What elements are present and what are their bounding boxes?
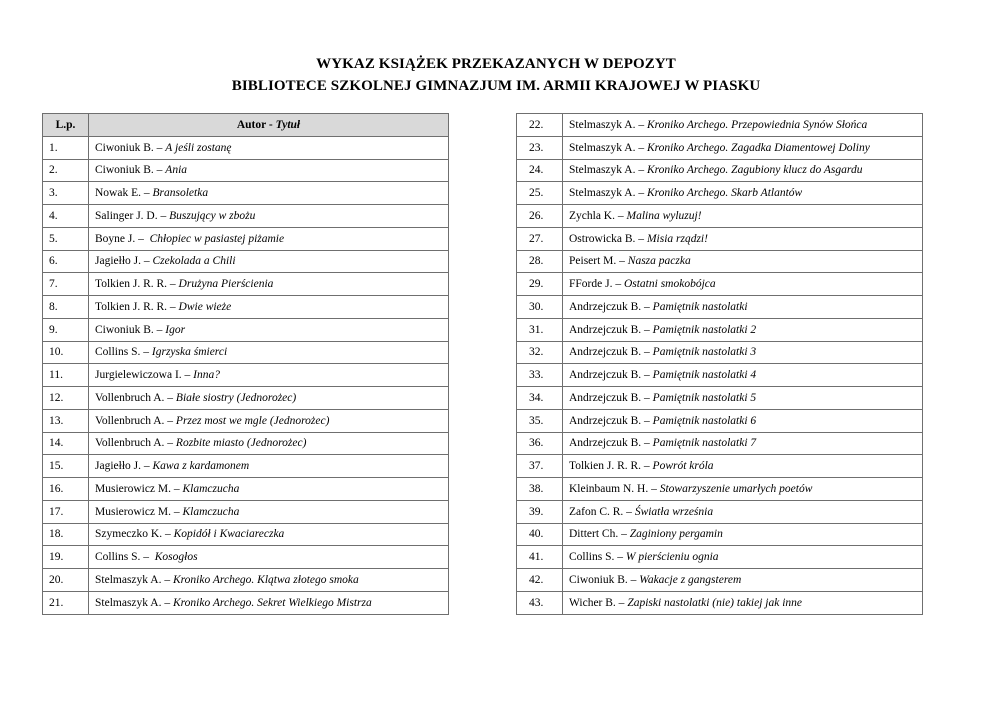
book-title: Igrzyska śmierci <box>151 346 228 359</box>
book-table-right <box>516 113 923 615</box>
book-title: Pamiętnik nastolatki 6 <box>652 414 757 427</box>
row-number: 18. <box>43 523 89 546</box>
book-title: Czekolada a Chili <box>152 255 236 268</box>
row-number: 42. <box>517 569 563 592</box>
column-header-author: Autor - <box>236 118 276 131</box>
row-number: 6. <box>43 250 89 273</box>
book-entry <box>563 341 923 364</box>
book-entry <box>89 409 449 432</box>
table-row <box>43 523 449 546</box>
row-number: 40. <box>517 523 563 546</box>
book-author: Nowak E. – <box>95 187 153 200</box>
book-author: Jagiełło J. – <box>95 460 153 473</box>
table-row <box>517 227 923 250</box>
book-entry <box>89 478 449 501</box>
table-row <box>43 250 449 273</box>
book-title: Powrót króla <box>652 460 714 473</box>
table-row <box>43 364 449 387</box>
book-title: Pamiętnik nastolatki 5 <box>652 391 757 404</box>
table-row <box>43 409 449 432</box>
book-author: Jagiełło J. – <box>95 255 153 268</box>
book-author: Dittert Ch. – <box>569 528 630 541</box>
table-row <box>517 318 923 341</box>
book-entry <box>89 455 449 478</box>
book-author: Collins S. – <box>95 551 155 564</box>
row-number: 22. <box>517 114 563 137</box>
book-author: Ciwoniuk B. – <box>95 323 166 336</box>
table-row <box>43 591 449 614</box>
book-title: Misia rządzi! <box>646 232 708 245</box>
book-author: Musierowicz M. – <box>95 482 183 495</box>
book-title: Pamiętnik nastolatki 7 <box>652 437 757 450</box>
book-author: Andrzejczuk B. – <box>569 414 653 427</box>
book-entry <box>563 546 923 569</box>
table-row <box>517 364 923 387</box>
book-entry <box>563 523 923 546</box>
table-row <box>43 205 449 228</box>
book-author: FForde J. – <box>569 278 624 291</box>
book-entry <box>563 318 923 341</box>
row-number: 20. <box>43 569 89 592</box>
book-title: Chłopiec w pasiastej piżamie <box>149 232 285 245</box>
book-title: Przez most we mgle (Jednorożec) <box>175 414 330 427</box>
column-header-title: Tytuł <box>275 118 301 131</box>
table-row <box>517 478 923 501</box>
row-number: 31. <box>517 318 563 341</box>
book-author: Kleinbaum N. H. – <box>569 482 660 495</box>
book-title: Buszujący w zbożu <box>169 209 256 222</box>
book-entry <box>89 591 449 614</box>
book-author: Tolkien J. R. R. – <box>569 460 653 473</box>
book-entry <box>89 546 449 569</box>
book-title: Stowarzyszenie umarłych poetów <box>659 482 813 495</box>
book-entry <box>563 591 923 614</box>
book-title: Kosogłos <box>154 551 198 564</box>
book-entry <box>563 159 923 182</box>
table-row <box>43 478 449 501</box>
book-title: A jeśli zostanę <box>165 141 232 154</box>
row-number: 28. <box>517 250 563 273</box>
book-author: Stelmaszyk A. – <box>569 187 647 200</box>
book-author: Tolkien J. R. R. – <box>95 278 179 291</box>
row-number: 34. <box>517 387 563 410</box>
book-entry <box>563 364 923 387</box>
table-row <box>43 227 449 250</box>
table-row <box>517 500 923 523</box>
row-number: 12. <box>43 387 89 410</box>
book-author: Peisert M. – <box>569 255 628 268</box>
book-title: Klamczucha <box>182 505 240 518</box>
book-title: Kroniko Archego. Klątwa złotego smoka <box>172 573 359 586</box>
book-title: Białe siostry (Jednorożec) <box>175 391 297 404</box>
book-author: Andrzejczuk B. – <box>569 323 653 336</box>
row-number: 30. <box>517 296 563 319</box>
table-row <box>43 546 449 569</box>
table-row <box>517 341 923 364</box>
table-row <box>517 591 923 614</box>
table-row <box>517 205 923 228</box>
book-title: Światła września <box>634 505 714 518</box>
row-number: 24. <box>517 159 563 182</box>
book-author: Vollenbruch A. – <box>95 437 176 450</box>
row-number: 21. <box>43 591 89 614</box>
book-entry <box>563 273 923 296</box>
book-author: Collins S. – <box>569 551 626 564</box>
row-number: 8. <box>43 296 89 319</box>
book-entry <box>563 455 923 478</box>
book-entry <box>563 500 923 523</box>
book-author: Stelmaszyk A. – <box>569 141 647 154</box>
table-row <box>43 569 449 592</box>
row-number: 4. <box>43 205 89 228</box>
table-row <box>43 455 449 478</box>
row-number: 38. <box>517 478 563 501</box>
row-number: 13. <box>43 409 89 432</box>
book-title: Pamiętnik nastolatki <box>652 300 748 313</box>
book-title: Kroniko Archego. Zagadka Diamentowej Doliny <box>646 141 870 154</box>
book-title: Pamiętnik nastolatki 3 <box>652 346 757 359</box>
column-header-lp: L.p. <box>43 114 89 137</box>
book-entry <box>89 387 449 410</box>
table-row <box>43 341 449 364</box>
book-author: Stelmaszyk A. – <box>95 596 173 609</box>
table-row <box>517 432 923 455</box>
row-number: 39. <box>517 500 563 523</box>
row-number: 10. <box>43 341 89 364</box>
book-author: Ciwoniuk B. – <box>95 141 166 154</box>
book-entry <box>89 569 449 592</box>
book-title: Klamczucha <box>182 482 240 495</box>
book-title: Wakacje z gangsterem <box>639 573 742 586</box>
book-title: Ostatni smokobójca <box>623 278 716 291</box>
table-row <box>517 569 923 592</box>
book-entry <box>563 182 923 205</box>
book-author: Ciwoniuk B. – <box>95 164 166 177</box>
table-row <box>517 114 923 137</box>
row-number: 7. <box>43 273 89 296</box>
book-author: Zychla K. – <box>569 209 627 222</box>
row-number: 9. <box>43 318 89 341</box>
row-number: 36. <box>517 432 563 455</box>
book-entry <box>563 569 923 592</box>
book-table-left <box>42 113 449 615</box>
row-number: 35. <box>517 409 563 432</box>
book-entry <box>89 318 449 341</box>
row-number: 29. <box>517 273 563 296</box>
book-entry <box>89 364 449 387</box>
table-row <box>43 500 449 523</box>
table-row <box>43 432 449 455</box>
book-author: Stelmaszyk A. – <box>569 164 647 177</box>
book-author: Andrzejczuk B. – <box>569 369 653 382</box>
table-row <box>43 273 449 296</box>
book-author: Boyne J. – <box>95 232 150 245</box>
row-number: 37. <box>517 455 563 478</box>
book-entry <box>563 205 923 228</box>
column-header-author-title <box>89 114 449 137</box>
table-row <box>517 136 923 159</box>
book-title: Igor <box>165 323 186 336</box>
book-entry <box>89 227 449 250</box>
book-author: Musierowicz M. – <box>95 505 183 518</box>
row-number: 11. <box>43 364 89 387</box>
book-entry <box>89 159 449 182</box>
row-number: 14. <box>43 432 89 455</box>
book-entry <box>89 432 449 455</box>
row-number: 26. <box>517 205 563 228</box>
row-number: 43. <box>517 591 563 614</box>
table-row <box>43 387 449 410</box>
book-title: Kawa z kardamonem <box>152 460 250 473</box>
book-author: Ciwoniuk B. – <box>569 573 640 586</box>
book-title: Kroniko Archego. Przepowiednia Synów Słońca <box>646 118 868 131</box>
book-author: Salinger J. D. – <box>95 209 170 222</box>
book-title: Kroniko Archego. Zagubiony klucz do Asgardu <box>646 164 863 177</box>
row-number: 16. <box>43 478 89 501</box>
book-title: W pierścieniu ognia <box>625 551 719 564</box>
book-entry <box>563 409 923 432</box>
book-title: Kopidół i Kwaciareczka <box>173 528 285 541</box>
book-author: Andrzejczuk B. – <box>569 346 653 359</box>
book-author: Tolkien J. R. R. – <box>95 300 179 313</box>
row-number: 1. <box>43 136 89 159</box>
book-entry <box>563 296 923 319</box>
book-entry <box>563 250 923 273</box>
book-author: Wicher B. – <box>569 596 628 609</box>
book-title: Nasza paczka <box>627 255 691 268</box>
book-title: Pamiętnik nastolatki 4 <box>652 369 757 382</box>
row-number: 23. <box>517 136 563 159</box>
book-title: Bransoletka <box>152 187 209 200</box>
table-row <box>517 182 923 205</box>
table-row <box>517 159 923 182</box>
book-entry <box>89 136 449 159</box>
book-entry <box>563 227 923 250</box>
table-row <box>43 159 449 182</box>
row-number: 27. <box>517 227 563 250</box>
book-author: Vollenbruch A. – <box>95 414 176 427</box>
table-row <box>517 250 923 273</box>
row-number: 19. <box>43 546 89 569</box>
book-author: Vollenbruch A. – <box>95 391 176 404</box>
book-author: Zafon C. R. – <box>569 505 635 518</box>
book-entry <box>89 523 449 546</box>
book-entry <box>89 500 449 523</box>
row-number: 5. <box>43 227 89 250</box>
book-entry <box>89 182 449 205</box>
book-title: Drużyna Pierścienia <box>178 278 274 291</box>
document-title-line-1: WYKAZ KSIĄŻEK PRZEKAZANYCH W DEPOZYT <box>316 56 676 72</box>
table-row <box>43 296 449 319</box>
table-row <box>517 273 923 296</box>
book-author: Andrzejczuk B. – <box>569 391 653 404</box>
row-number: 41. <box>517 546 563 569</box>
table-row <box>517 296 923 319</box>
book-author: Andrzejczuk B. – <box>569 437 653 450</box>
row-number: 3. <box>43 182 89 205</box>
book-entry <box>89 205 449 228</box>
table-row <box>517 455 923 478</box>
document-title-line-2: BIBLIOTECE SZKOLNEJ GIMNAZJUM IM. ARMII KRAJOWEJ W PIASKU <box>231 78 761 94</box>
book-author: Ostrowicka B. – <box>569 232 647 245</box>
book-author: Stelmaszyk A. – <box>569 118 647 131</box>
book-entry <box>563 387 923 410</box>
table-row <box>517 409 923 432</box>
table-row <box>43 318 449 341</box>
book-title: Ania <box>165 164 188 177</box>
table-row <box>43 182 449 205</box>
book-title: Kroniko Archego. Sekret Wielkiego Mistrza <box>172 596 372 609</box>
book-entry <box>89 250 449 273</box>
table-row <box>517 546 923 569</box>
book-entry <box>89 296 449 319</box>
book-title: Dwie wieże <box>178 300 232 313</box>
book-author: Jurgielewiczowa I. – <box>95 369 194 382</box>
book-author: Stelmaszyk A. – <box>95 573 173 586</box>
book-entry <box>563 136 923 159</box>
book-title: Kroniko Archego. Skarb Atlantów <box>646 187 803 200</box>
table-row <box>43 136 449 159</box>
book-entry <box>89 273 449 296</box>
book-title: Inna? <box>193 369 220 382</box>
book-entry <box>563 114 923 137</box>
book-title: Zaginiony pergamin <box>629 528 723 541</box>
book-entry <box>563 478 923 501</box>
book-entry <box>563 432 923 455</box>
book-title: Malina wyluzuj! <box>626 209 702 222</box>
table-row <box>517 387 923 410</box>
book-author: Szymeczko K. – <box>95 528 174 541</box>
book-author: Collins S. – <box>95 346 152 359</box>
row-number: 17. <box>43 500 89 523</box>
book-title: Zapiski nastolatki (nie) takiej jak inne <box>627 596 803 609</box>
book-entry <box>89 341 449 364</box>
table-header-row <box>43 114 449 137</box>
book-title: Pamiętnik nastolatki 2 <box>652 323 757 336</box>
book-author: Andrzejczuk B. – <box>569 300 653 313</box>
book-title: Rozbite miasto (Jednorożec) <box>175 437 307 450</box>
row-number: 25. <box>517 182 563 205</box>
row-number: 33. <box>517 364 563 387</box>
row-number: 15. <box>43 455 89 478</box>
row-number: 2. <box>43 159 89 182</box>
row-number: 32. <box>517 341 563 364</box>
table-row <box>517 523 923 546</box>
